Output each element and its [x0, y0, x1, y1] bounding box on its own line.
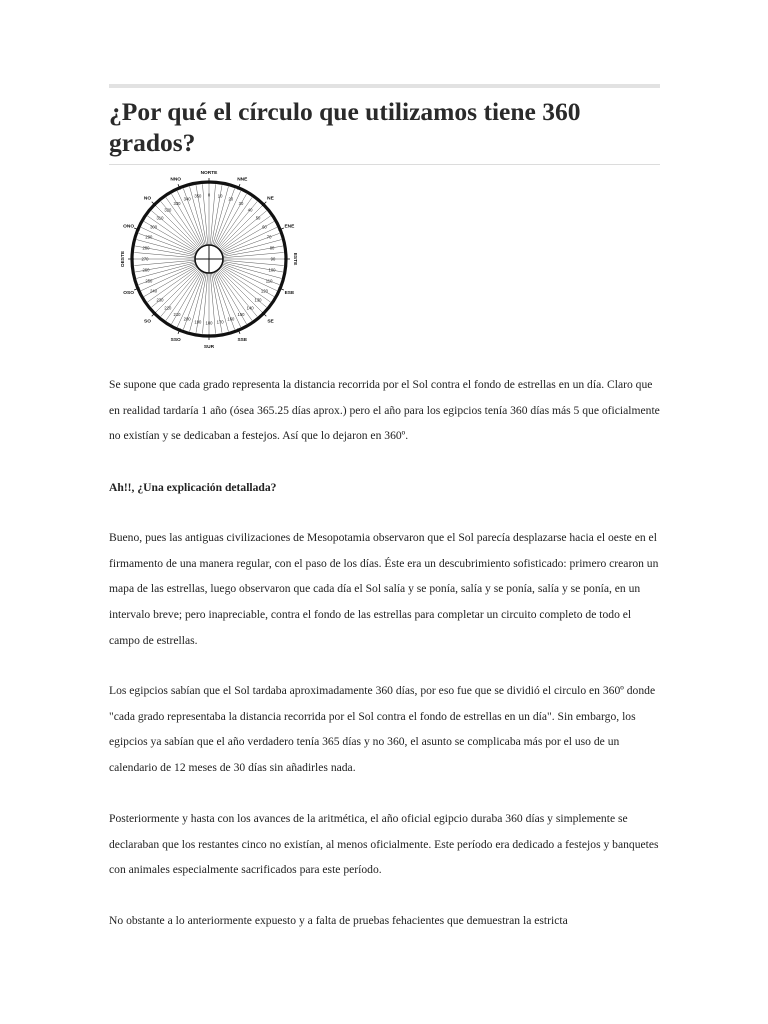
compass-degree-label: 10 [217, 193, 223, 199]
compass-degree-label: 130 [254, 297, 262, 303]
compass-direction-label: OESTE [120, 250, 126, 268]
compass-direction-label: NORTE [200, 170, 218, 176]
compass-degree-label: 90 [270, 256, 276, 262]
paragraph-subheading: Ah!!, ¿Una explicación detallada? [109, 481, 277, 494]
compass-direction-label: NNO [170, 177, 182, 183]
compass-direction-label: NO [143, 196, 152, 202]
compass-direction-label: SSO [170, 338, 181, 344]
top-divider [109, 84, 660, 88]
compass-degree-label: 30 [238, 201, 244, 207]
compass-direction-label: OSO [123, 291, 134, 297]
paragraph-mesopotamia: Bueno, pues las antiguas civilizaciones de Mesopotamia observaron que el Sol parecía desplazarse hacia el oeste en el firmamento de una manera regular, con el paso de los días. Éste era un descubrimiento sofisticado: primero crearon un mapa de las estrellas, luego observaron que cada día el Sol salía y se ponía, salía y se ponía, salía y se ponía, en un intervalo breve; pero inapreciable, contra el fondo de las estrellas para completar un circuito completo de todo el campo de estrellas. [109, 531, 659, 647]
compass-direction-label: NE [267, 196, 274, 202]
compass-direction-label: SO [144, 319, 151, 325]
compass-degree-label: 340 [183, 196, 191, 202]
compass-degree-label: 320 [164, 207, 172, 213]
compass-degree-label: 60 [262, 224, 267, 230]
compass-spoke [219, 206, 262, 249]
compass-direction-label: SUR [203, 344, 215, 350]
compass-direction-label: SSE [237, 338, 248, 344]
compass-degree-label: 190 [194, 319, 202, 325]
compass-degree-label: 140 [246, 305, 254, 311]
compass-degree-label: 220 [164, 305, 172, 311]
compass-degree-label: 40 [247, 207, 253, 213]
compass-degree-label: 170 [216, 319, 224, 325]
compass-degree-label: 100 [268, 267, 276, 273]
compass-degree-label: 50 [255, 215, 261, 221]
paragraph-intro: Se supone que cada grado representa la distancia recorrida por el Sol contra el fondo de estrellas en un día. Claro que en realidad tardaría 1 año (ósea 365.25 días aprox.) pero el año para los egipcios tenía 360 días más 5 que oficialmente no existían y se dedicaban a festejos. Así que lo dejaron en 360º. [109, 378, 660, 443]
compass-degree-label: 0 [207, 192, 211, 198]
compass-degree-label: 110 [265, 278, 273, 284]
compass-spoke [156, 269, 199, 312]
paragraph-conclusion: No obstante a lo anteriormente expuesto y a falta de pruebas fehacientes que demuestran la estricta [109, 914, 568, 927]
compass-direction-label: ENE [284, 224, 295, 230]
compass-degree-label: 210 [173, 312, 181, 318]
compass-direction-label: SE [267, 319, 274, 325]
compass-degree-label: 70 [266, 234, 272, 240]
title-divider [109, 164, 660, 165]
page-title: ¿Por qué el círculo que utilizamos tiene 360 grados? [109, 97, 581, 157]
compass-diagram [112, 168, 308, 350]
compass-degree-label: 270 [141, 256, 149, 262]
compass-degree-label: 150 [237, 312, 245, 318]
compass-degree-label: 20 [228, 196, 234, 202]
paragraph-egipcios: Los egipcios sabían que el Sol tardaba aproximadamente 360 días, por eso fue que se dividió el circulo en 360º donde "cada grado representaba la distancia recorrida por el Sol contra el fondo de estrellas en un día". Sin embargo, los egipcios ya sabían que el año verdadero tenía 365 días y no 360, el asunto se complicaba más por el uso de un calendario de 12 meses de 30 días sin añadirles nada. [109, 684, 656, 775]
compass-degree-label: 260 [142, 267, 150, 273]
compass-degree-label: 240 [150, 288, 158, 294]
compass-degree-label: 160 [227, 316, 235, 322]
compass-degree-label: 250 [145, 278, 153, 284]
compass-degree-label: 350 [194, 193, 202, 199]
compass-degree-label: 290 [145, 234, 153, 240]
compass-degree-label: 80 [269, 245, 275, 251]
compass-degree-label: 280 [142, 245, 150, 251]
compass-degree-label: 180 [205, 320, 213, 326]
compass-degree-label: 300 [150, 224, 158, 230]
compass-degree-label: 310 [156, 215, 164, 221]
compass-direction-label: NNE [237, 177, 248, 183]
compass-spoke [222, 224, 277, 253]
compass-direction-label: ONO [123, 224, 135, 230]
paragraph-aritmetica: Posteriormente y hasta con los avances de la aritmética, el año oficial egipcio duraba 360 días y simplemente se declaraban que los restantes cinco no existían, al menos oficialmente. Este período era dedicado a festejos y banquetes con animales especialmente sacrificados para este período. [109, 812, 659, 877]
compass-spoke [219, 269, 262, 312]
compass-degree-label: 120 [260, 288, 268, 294]
compass-spoke [156, 206, 199, 249]
compass-direction-label: ESTE [292, 252, 298, 266]
compass-degree-label: 230 [156, 297, 164, 303]
compass-degree-label: 200 [183, 316, 191, 322]
compass-degree-label: 330 [173, 201, 181, 207]
compass-direction-label: ESE [284, 291, 295, 297]
